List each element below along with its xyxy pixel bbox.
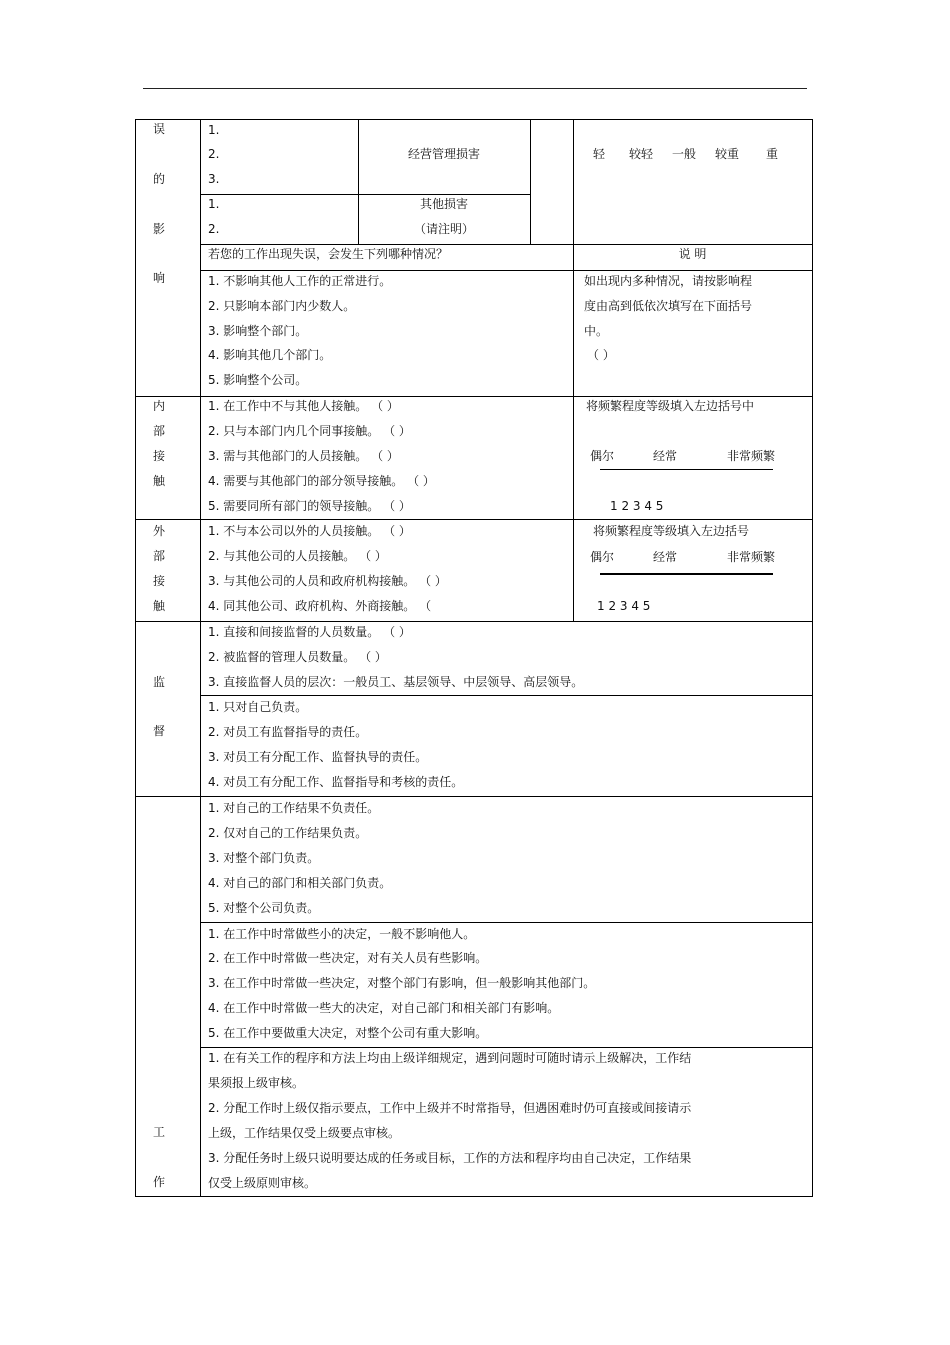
option-item: 3. 在工作中时常做一些决定，对整个部门有影响，但一般影响其他部门。 [208,976,596,990]
section-separator [135,396,813,397]
option-item: 4. 对自己的部门和相关部门负责。 [208,876,392,890]
divider [200,1047,813,1048]
option-item: 3. 直接监督人员的层次：一般员工、基层领导、中层领导、高层领导。 [208,675,584,689]
option-item: 5. 对整个公司负责。 [208,901,320,915]
frequency-scale-line [600,573,773,575]
option-item: 2. 与其他公司的人员接触。 （ ） [208,549,387,563]
divider [200,695,813,696]
category-char: 作 [152,1175,165,1189]
frequency-label: 经常 [653,550,678,564]
option-item: 2. 被监督的管理人员数量。 （ ） [208,650,387,664]
option-item: 4. 影响其他几个部门。 [208,348,332,362]
category-divider [200,119,201,1197]
option-item: 1. 在有关工作的程序和方法上均由上级详细规定，遇到问题时可随时请示上级解决，工作结 [208,1051,692,1065]
category-char: 工 [152,1125,165,1139]
divider [200,922,813,923]
severity-label: 轻 [593,147,606,161]
category-char: 内 [152,399,165,413]
option-item: 3. 与其他公司的人员和政府机构接触。 （ ） [208,574,447,588]
frequency-label: 非常频繁 [727,550,776,564]
question-text: 若您的工作出现失误，会发生下列哪种情况？ [208,247,449,261]
severity-label: 较重 [715,147,740,161]
option-item: 3. 对整个部门负责。 [208,851,320,865]
option-item: 2. 对员工有监督指导的责任。 [208,725,368,739]
frequency-label: 非常频繁 [727,449,776,463]
section-separator [135,796,813,797]
option-item: 2. 分配工作时上级仅指示要点，工作中上级并不时常指导，但遇困难时仍可直接或间接请示 [208,1101,692,1115]
instruction-line: 如出现内多种情况，请按影响程 [584,274,753,288]
option-item: 2. 仅对自己的工作结果负责。 [208,826,368,840]
border-top [135,119,813,120]
option-item: 果须报上级审核。 [208,1076,305,1090]
item-number: 1. [208,197,220,211]
frequency-instruction: 将频繁程度等级填入左边括号 [593,524,750,538]
option-item: 1. 在工作中时常做些小的决定，一般不影响他人。 [208,927,476,941]
divider [200,194,530,195]
option-item: 3. 影响整个部门。 [208,324,308,338]
option-item: 仅受上级原则审核。 [208,1176,317,1190]
frequency-scale-numbers: 1 2 3 4 5 [610,499,664,513]
divider [530,119,531,244]
option-item: 1. 对自己的工作结果不负责任。 [208,801,380,815]
option-item: 4. 在工作中时常做一些大的决定，对自己部门和相关部门有影响。 [208,1001,560,1015]
option-item: 1. 不与本公司以外的人员接触。 （ ） [208,524,411,538]
section-separator [135,519,813,520]
instruction-line: （ ） [587,348,615,362]
frequency-label: 经常 [653,449,678,463]
option-item: 5. 影响整个公司。 [208,373,308,387]
frequency-label: 偶尔 [590,550,615,564]
job-evaluation-form [135,119,813,1197]
category-char: 触 [152,474,165,488]
frequency-scale-line [600,469,773,470]
option-item: 4. 对员工有分配工作、监督指导和考核的责任。 [208,775,464,789]
category-char: 接 [152,449,165,463]
instruction-line: 度由高到低依次填写在下面括号 [584,299,753,313]
option-item: 3. 对员工有分配工作、监督执导的责任。 [208,750,428,764]
item-number: 2. [208,147,220,161]
option-item: 2. 只影响本部门内少数人。 [208,299,356,313]
option-item: 4. 同其他公司、政府机构、外商接触。 （ [208,599,432,613]
category-char: 督 [152,724,165,738]
category-char: 接 [152,574,165,588]
severity-label: 一般 [672,147,697,161]
option-item: 3. 需与其他部门的人员接触。 （ ） [208,449,399,463]
border-right [812,119,813,1197]
category-char: 部 [152,549,165,563]
border-bottom [135,1196,813,1197]
item-number: 1. [208,123,220,137]
frequency-scale-numbers: 1 2 3 4 5 [597,599,651,613]
severity-label: 较轻 [629,147,654,161]
header-rule [143,88,807,89]
option-item: 1. 直接和间接监督的人员数量。 （ ） [208,625,411,639]
note-header: 说 明 [678,247,707,261]
option-item: 3. 分配任务时上级只说明要达成的任务或目标，工作的方法和程序均由自己决定，工作结果 [208,1151,692,1165]
other-loss-label: 其他损害 [419,197,468,211]
frequency-label: 偶尔 [590,449,615,463]
category-char: 外 [152,524,165,538]
category-char: 的 [152,172,165,186]
frequency-instruction: 将频繁程度等级填入左边括号中 [586,399,755,413]
option-item: 1. 不影响其他人工作的正常进行。 [208,274,392,288]
option-item: 2. 只与本部门内几个同事接触。 （ ） [208,424,411,438]
category-char: 误 [152,122,165,136]
option-item: 5. 需要同所有部门的领导接触。 （ ） [208,499,411,513]
other-loss-note: （请注明） [413,222,474,236]
divider [200,244,813,245]
category-char: 影 [152,222,165,236]
option-item: 4. 需要与其他部门的部分领导接触。 （ ） [208,474,435,488]
item-number: 3. [208,172,220,186]
option-item: 1. 在工作中不与其他人接触。 （ ） [208,399,399,413]
severity-label: 重 [766,147,779,161]
category-char: 响 [152,271,165,285]
category-char: 触 [152,599,165,613]
item-number: 2. [208,222,220,236]
section-separator [135,621,813,622]
instruction-line: 中。 [584,324,609,338]
operating-loss-label: 经营管理损害 [407,147,480,161]
option-item: 上级，工作结果仅受上级要点审核。 [208,1126,401,1140]
category-char: 监 [152,675,165,689]
divider [573,396,574,621]
divider [200,270,813,271]
option-item: 2. 在工作中时常做一些决定，对有关人员有些影响。 [208,951,488,965]
option-item: 5. 在工作中要做重大决定，对整个公司有重大影响。 [208,1026,488,1040]
option-item: 1. 只对自己负责。 [208,700,308,714]
category-char: 部 [152,424,165,438]
